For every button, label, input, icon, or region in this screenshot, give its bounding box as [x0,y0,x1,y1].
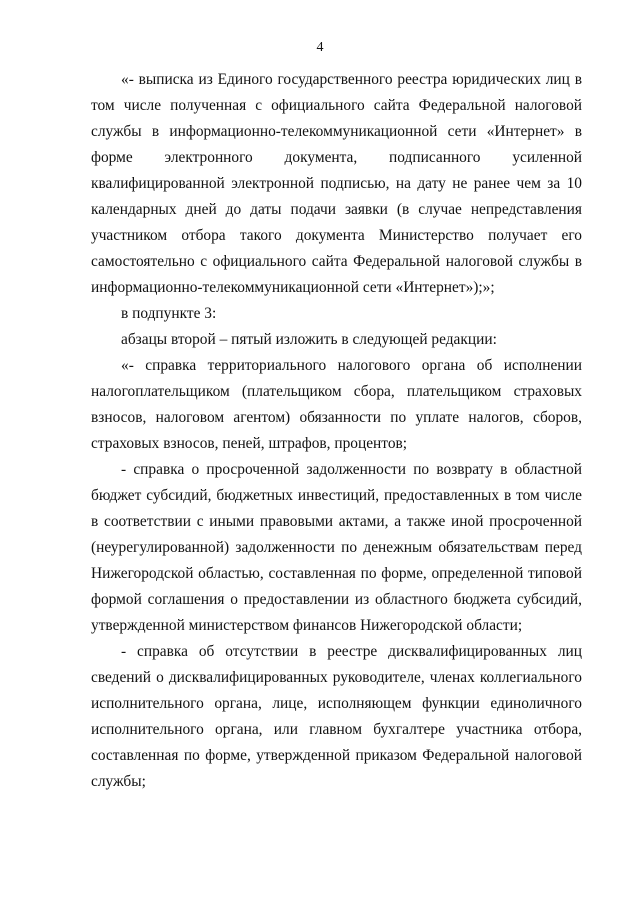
document-body [91,67,582,795]
paragraph-disqualified-certificate: - справка об отсутствии в реестре дисквалифицированных лиц сведений о дисквалифицированных руководителе, членах коллегиального исполнительного органа, лице, исполняющем функции единоличного исполнительного органа, или главном бухгалтере участника отбора, составленная по форме, утвержденной приказом Федеральной налоговой службы; [91,643,582,790]
paragraph-amendment-intro: абзацы второй – пятый изложить в следующей редакции: [121,331,497,348]
paragraph-tax-certificate: «- справка территориального налогового органа об исполнении налогоплательщиком (плательщиком сбора, плательщиком страховых взносов, налоговом агентом) обязанности по уплате налогов, сборов, страховых взносов, пеней, штрафов, процентов; [91,357,582,452]
paragraph-subclause-3: в подпункте 3: [121,305,217,322]
paragraph-egrul-extract: «- выписка из Единого государственного реестра юридических лиц в том числе полученная с официального сайта Федеральной налоговой службы в информационно-телекоммуникационной сети «Интернет» в форме электронного документа, подписанного усиленной квалифицированной электронной подписью, на дату не ранее чем за 10 календарных дней до даты подачи заявки (в случае непредставления участником отбора такого документа Министерство получает его самостоятельно с официального сайта Федеральной налоговой службы в информационно-телекоммуникационной сети «Интернет»);»; [91,71,582,296]
paragraph-debt-certificate: - справка о просроченной задолженности по возврату в областной бюджет субсидий, бюджетных инвестиций, предоставленных в том числе в соответствии с иными правовыми актами, а также иной просроченной (неурегулированной) задолженности по денежным обязательствам перед Нижегородской областью, составленная по форме, определенной типовой формой соглашения о предоставлении из областного бюджета субсидий, утвержденной министерством финансов Нижегородской области; [91,461,582,634]
page-number: 4 [316,40,324,55]
